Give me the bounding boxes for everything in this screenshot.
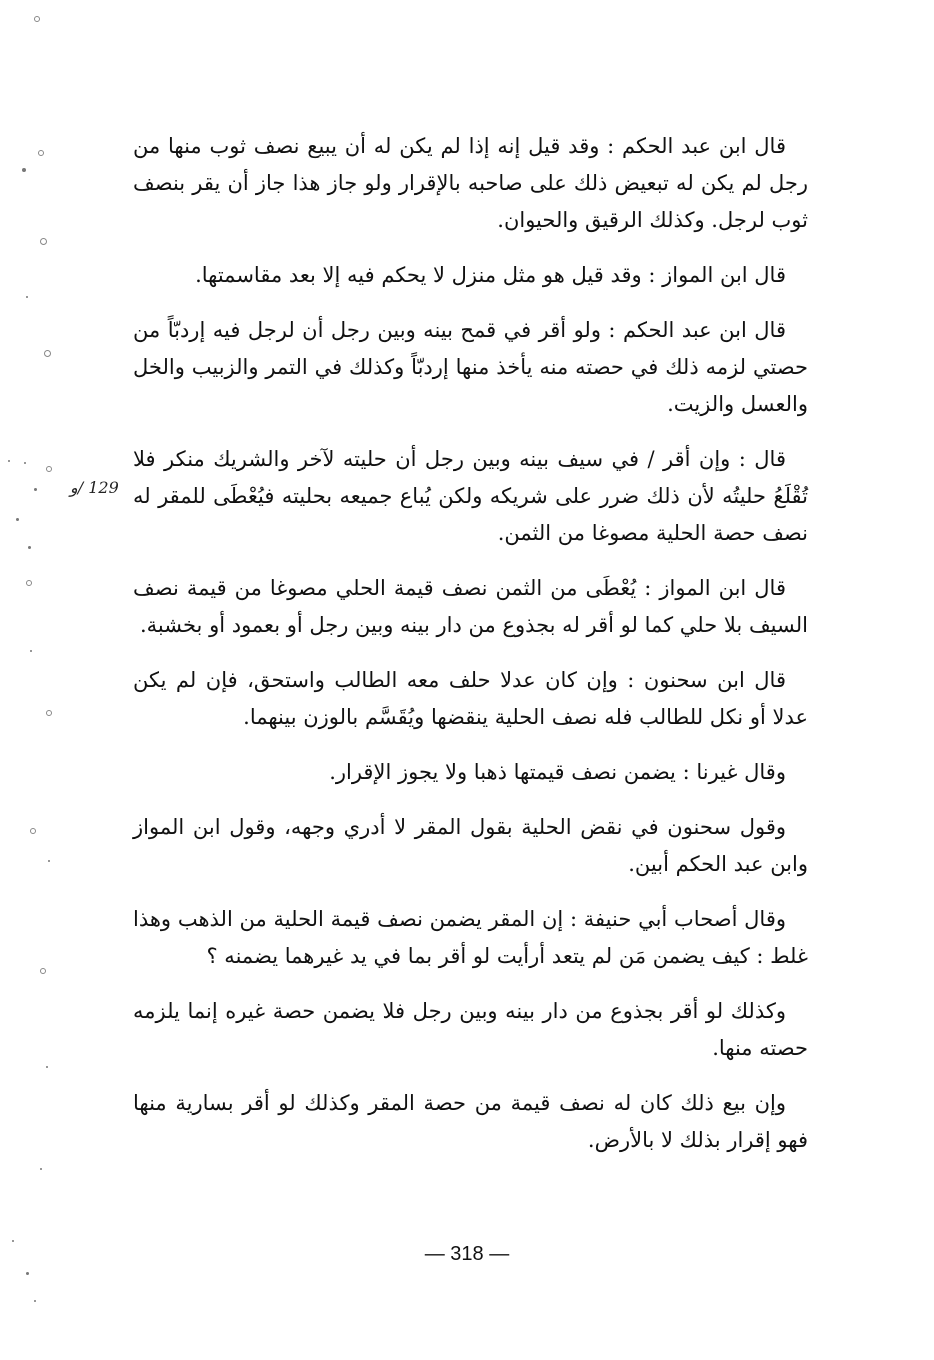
paragraph: قال ابن المواز : يُعْطَى من الثمن نصف قيمة الحلي مصوغا من قيمة نصف السيف بلا حلي كما لو أقر له بجذوع من دار بينه وبين رجل أو بعمود أو بخشبة. (133, 576, 808, 637)
scan-speck (46, 466, 52, 472)
scan-speck (40, 968, 46, 974)
scan-speck (28, 546, 31, 549)
scan-speck (40, 1168, 42, 1170)
paragraph: وإن بيع ذلك كان له نصف قيمة من حصة المقر وكذلك لو أقر بسارية منها فهو إقرار بذلك لا بالأرض. (133, 1091, 808, 1152)
scan-speck (8, 460, 10, 462)
paragraph: قال : وإن أقر / في سيف بينه وبين رجل أن حليته لآخر والشريك منكر فلا تُقْلَعُ حليتُه لأن ذلك ضرر على شريكه ولكن يُباع جميعه بحليته فيُعْطَى للمقر له نصف حصة الحلية مصوغا من الثمن. (133, 447, 808, 545)
scan-speck (34, 488, 37, 491)
scan-speck (30, 650, 32, 652)
paragraph: وكذلك لو أقر بجذوع من دار بينه وبين رجل فلا يضمن حصة غيره إنما يلزمه حصته منها. (133, 999, 808, 1060)
scan-speck (34, 16, 40, 22)
scan-speck (40, 238, 47, 245)
scan-speck (44, 350, 51, 357)
scan-speck (46, 1066, 48, 1068)
scan-speck (12, 1240, 14, 1242)
paragraph: وقول سحنون في نقض الحلية بقول المقر لا أدري وجهه، وقول ابن المواز وابن عبد الحكم أبين. (133, 815, 808, 876)
scan-speck (34, 1300, 36, 1302)
paragraph: قال ابن عبد الحكم : وقد قيل إنه إذا لم يكن له أن يبيع نصف ثوب منها من رجل لم يكن له تبعيض ذلك على صاحبه بالإقرار ولو جاز هذا جاز أن يقر بنصف ثوب لرجل. وكذلك الرقيق والحيوان. (133, 134, 808, 232)
scan-speck (26, 296, 28, 298)
scan-speck (26, 1272, 29, 1275)
scan-speck (22, 168, 26, 172)
body-text (133, 128, 808, 1177)
scan-speck (30, 828, 36, 834)
scan-speck (26, 580, 32, 586)
paragraph: وقال غيرنا : يضمن نصف قيمتها ذهبا ولا يجوز الإقرار. (329, 760, 786, 784)
scan-speck (16, 518, 19, 521)
scan-speck (48, 860, 50, 862)
paragraph: قال ابن عبد الحكم : ولو أقر في قمح بينه وبين رجل أن لرجل فيه إردبّاً من حصتي لزمه ذلك في حصته منه يأخذ منها إردبّاً وكذلك في التمر والزبيب والخل والعسل والزيت. (133, 318, 808, 416)
paragraph: وقال أصحاب أبي حنيفة : إن المقر يضمن نصف قيمة الحلية من الذهب وهذا غلط : كيف يضمن مَن لم يتعد أرأيت لو أقر بما في يد غيرهما يضمنه ؟ (133, 907, 808, 968)
folio-margin-note: 129 /و (70, 478, 119, 497)
scan-speck (46, 710, 52, 716)
scan-speck (38, 150, 44, 156)
scan-speck (24, 462, 26, 464)
paragraph: قال ابن سحنون : وإن كان عدلا حلف معه الطالب واستحق، فإن لم يكن عدلا أو نكل للطالب فله نصف الحلية ينقضها ويُقَسَّم بالوزن بينهما. (133, 668, 808, 729)
page-number: — 318 — (424, 1243, 510, 1265)
paragraph: قال ابن المواز : وقد قيل هو مثل منزل لا يحكم فيه إلا بعد مقاسمتها. (195, 263, 786, 287)
